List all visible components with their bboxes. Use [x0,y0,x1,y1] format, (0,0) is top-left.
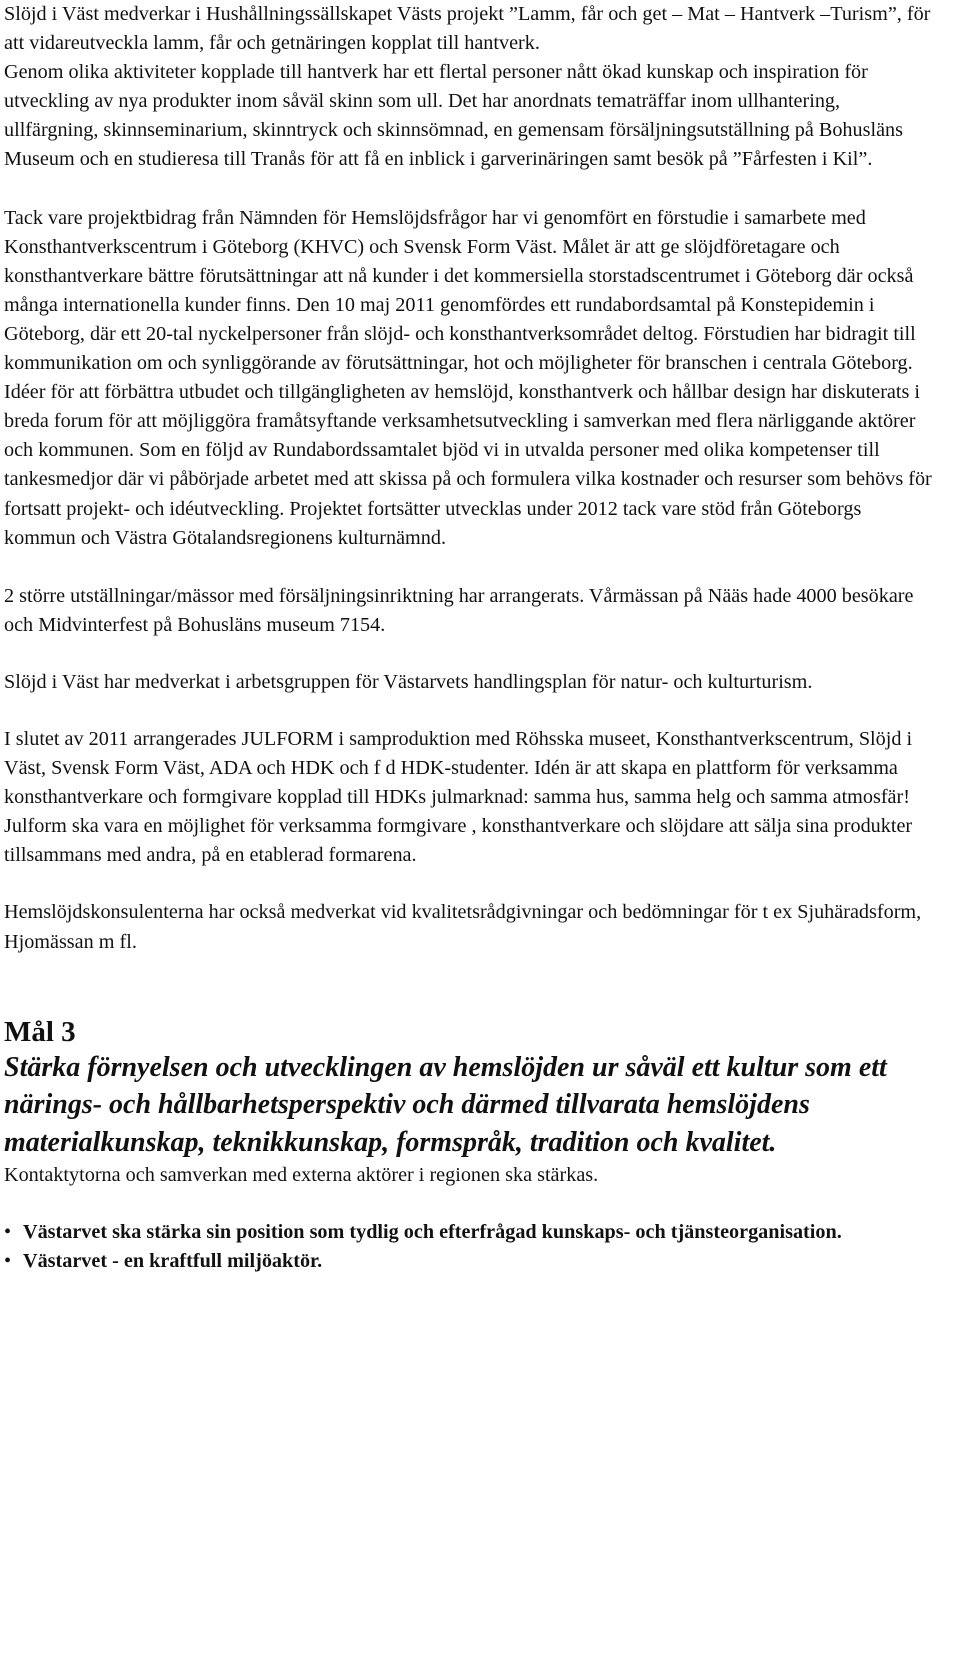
list-item [4,1218,934,1247]
paragraph-activities: Genom olika aktiviteter kopplade till hantverk har ett flertal personer nått ökad kunskap och inspiration för utveckling av nya produkter inom såväl skinn som ull. Det har anordnats tematräffar inom ullhantering, ullfärgning, skinnseminarium, skinntryck och skinnsömnad, en gemensam försäljningsutställning på Bohusläns Museum och en studieresa till Tranås för att få en inblick i garverinäringen samt besök på ”Fårfesten i Kil”. [4,61,903,171]
document-page [4,0,934,1276]
bullet-icon: • [4,1250,12,1273]
paragraph-julform: I slutet av 2011 arrangerades JULFORM i samproduktion med Röhsska museet, Konsthantverkscentrum, Slöjd i Väst, Svensk Form Väst, ADA och HDK och f d HDK-studenter. Idén är att skapa en plattform för verksamma konsthantverkare och formgivare kopplad till HDKs julmarknad: samma hus, samma helg och samma atmosfär! Julform ska vara en möjlighet för verksamma formgivare , konsthantverkare och slöjdare att sälja sina produkter tillsammans med andra, på en etablerad formarena. [4,727,913,867]
list-item [4,1247,934,1276]
list-item-text: Västarvet - en kraftfull miljöaktör. [23,1250,323,1273]
paragraph-consultants: Hemslöjdskonsulenterna har också medverkat vid kvalitetsrådgivningar och bedömningar för t ex Sjuhäradsform, Hjomässan m fl. [4,901,922,953]
bullet-icon: • [4,1221,12,1244]
paragraph-exhibitions: 2 större utställningar/mässor med försäljningsinriktning har arrangerats. Vårmässan på Nääs hade 4000 besökare och Midvinterfest på Bohusläns museum 7154. [4,584,914,636]
paragraph-feasibility-study: Tack vare projektbidrag från Nämnden för Hemslöjdsfrågor har vi genomfört en förstudie i samarbete med Konsthantverkscentrum i Göteborg (KHVC) och Svensk Form Väst. Målet är att ge slöjdföretagare och konsthantverkare bättre förutsättningar att nå kunder i det kommersiella storstadscentrumet i Göteborg där också många internationella kunder finns. Den 10 maj 2011 genomfördes ett rundabordsamtal på Konstepidemin i Göteborg, där ett 20-tal nyckelpersoner från slöjd- och konsthantverksområdet deltog. Förstudien har bidragit till kommunikation om och synliggörande av förutsättningar, hot och möjligheter för branschen i centrala Göteborg. Idéer för att förbättra utbudet och tillgängligheten av hemslöjd, konsthantverk och hållbar design har diskuterats i breda forum för att möjliggöra framåtsyftande verksamhetsutveckling i samverkan med flera närliggande aktörer och kommunen. Som en följd av Rundabordssamtalet bjöd vi in utvalda personer med olika kompetenser till tankesmedjor där vi påbörjade arbetet med att skissa på och formulera vilka kostnader och resurser som behövs för fortsatt projekt- och idéutveckling. Projektet fortsätter utvecklas under 2012 tack vare stöd från Göteborgs kommun och Västra Götalandsregionens kulturnämnd. [4,206,932,549]
goal-bullet-list [4,1218,934,1276]
goal-title-heading: Stärka förnyelsen och utvecklingen av hemslöjden ur såväl ett kultur som ett närings- och hållbarhetsperspektiv och därmed tillvarata hemslöjdens materialkunskap, teknikkunskap, formspråk, tradition och kvalitet. [4,1051,887,1158]
paragraph-lamm-project: Slöjd i Väst medverkar i Hushållningssällskapet Västs projekt ”Lamm, får och get – Mat – Hantverk –Turism”, för att vidareutveckla lamm, får och getnäringen kopplat till hantverk. [4,3,931,55]
goal-number-heading: Mål 3 [4,1015,76,1048]
list-item-text: Västarvet ska stärka sin position som tydlig och efterfrågad kunskaps- och tjänsteorganisation. [23,1221,842,1244]
goal-intro-text: Kontaktytorna och samverkan med externa aktörer i regionen ska stärkas. [4,1164,599,1187]
paragraph-vastarvet-plan: Slöjd i Väst har medverkat i arbetsgruppen för Västarvets handlingsplan för natur- och kulturturism. [4,670,813,693]
goal-section [4,1015,934,1191]
